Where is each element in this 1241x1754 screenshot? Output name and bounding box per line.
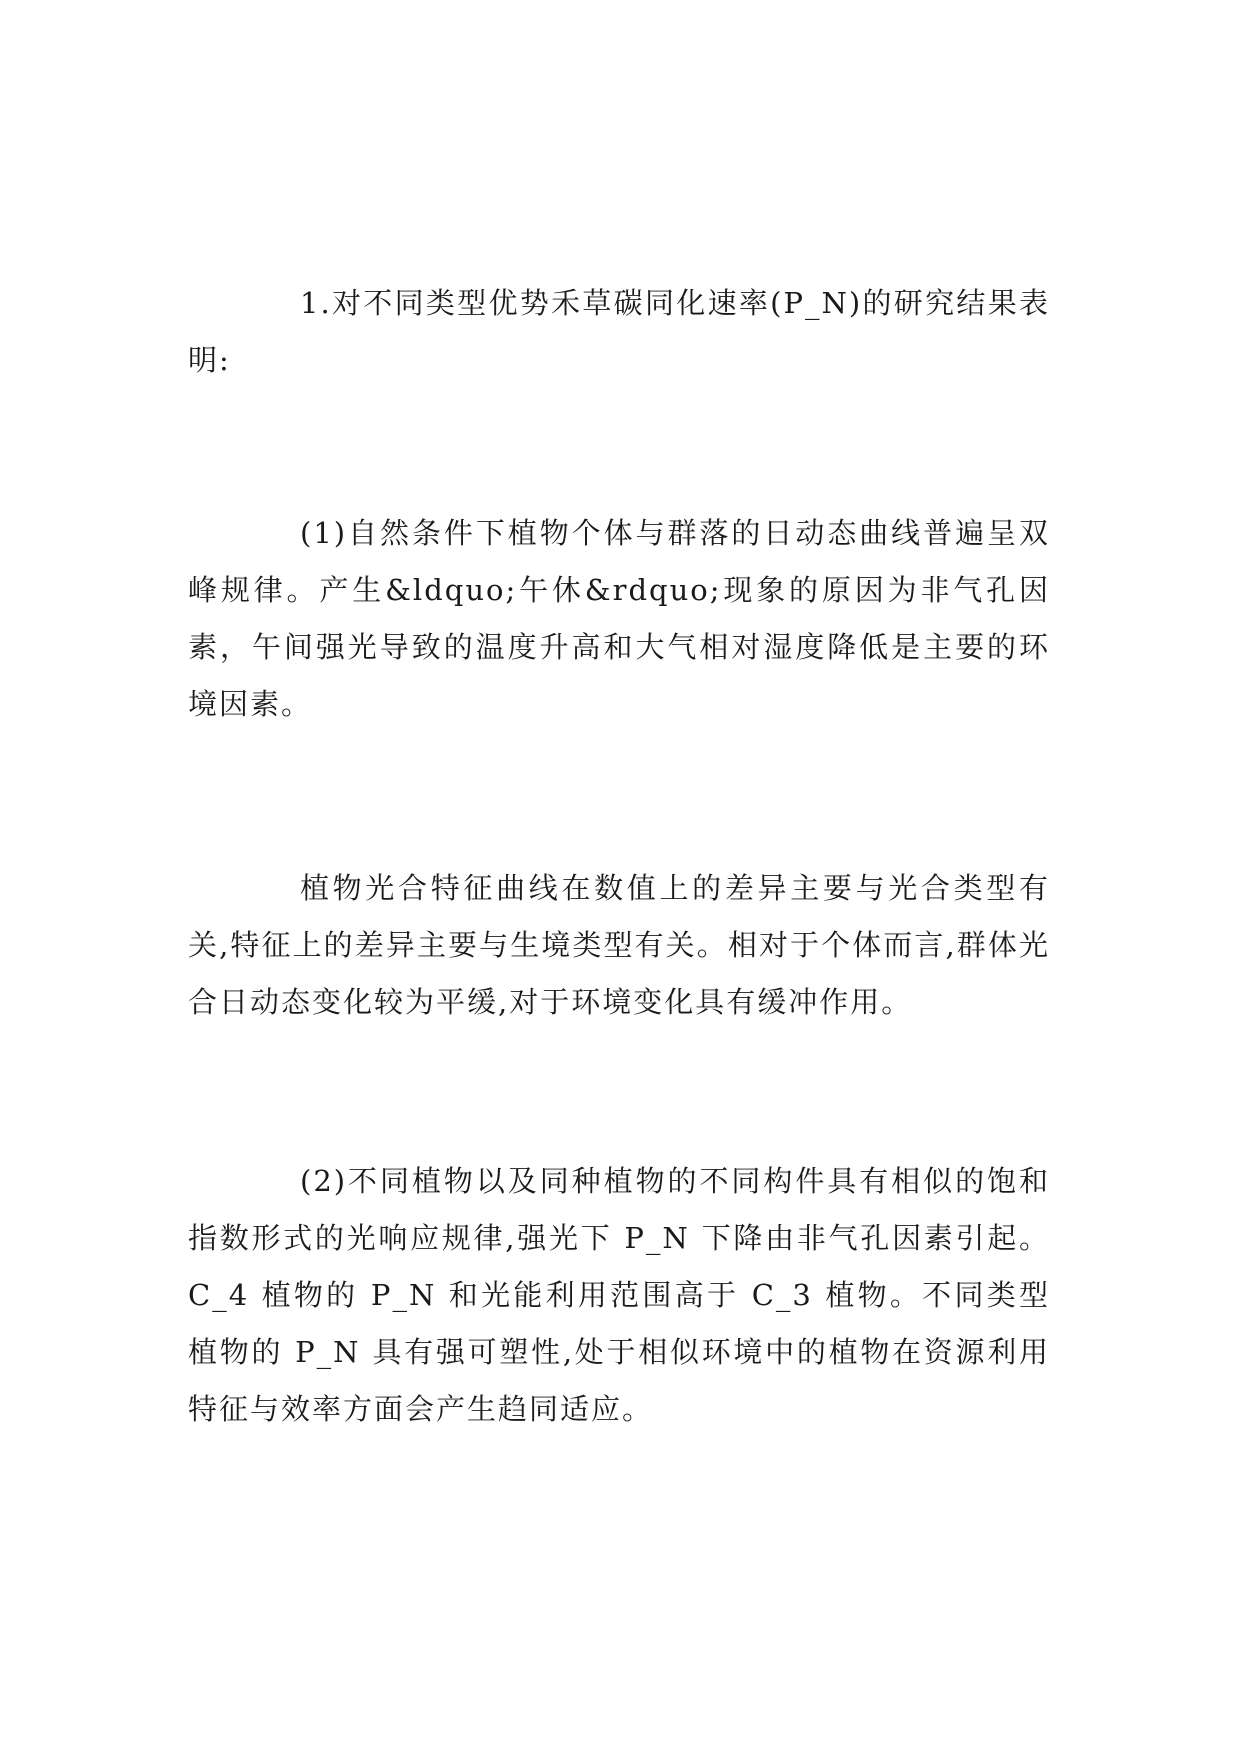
paragraph-finding-1: (1)自然条件下植物个体与群落的日动态曲线普遍呈双峰规律。产生&ldquo;午休&rdquo;现象的原因为非气孔因素，午间强光导致的温度升高和大气相对湿度降低是主要的环境因素。 xyxy=(188,516,1050,721)
paragraph-intro: 1.对不同类型优势禾草碳同化速率(P_N)的研究结果表明: xyxy=(188,286,1050,377)
paragraph-finding-2: (2)不同植物以及同种植物的不同构件具有相似的饱和指数形式的光响应规律,强光下 P_N 下降由非气孔因素引起。C_4 植物的 P_N 和光能利用范围高于 C_3 植物。不同类型植物的 P_N 具有强可塑性,处于相似环境中的植物在资源利用特征与效率方面会产生趋同适应。 xyxy=(188,1164,1050,1426)
paragraph-finding-1-continued: 植物光合特征曲线在数值上的差异主要与光合类型有关,特征上的差异主要与生境类型有关。相对于个体而言,群体光合日动态变化较为平缓,对于环境变化具有缓冲作用。 xyxy=(188,871,1050,1019)
